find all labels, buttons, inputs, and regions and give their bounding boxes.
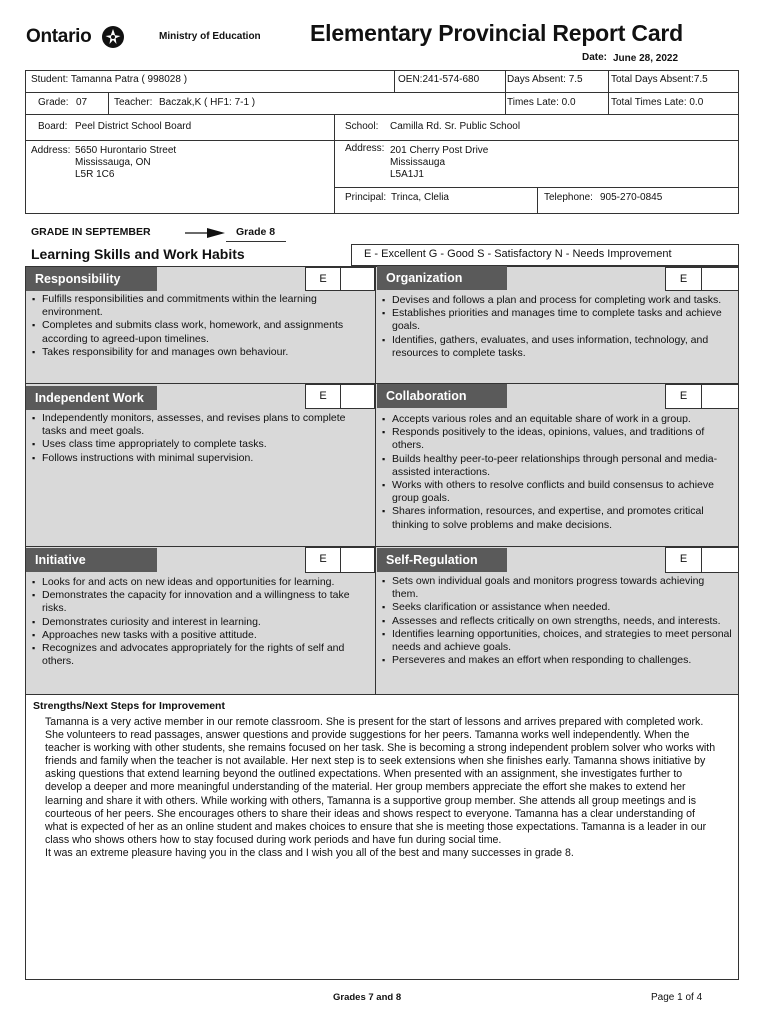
oen: OEN:241-574-680 [398, 74, 480, 85]
report-card-title: Elementary Provincial Report Card [310, 20, 684, 46]
date-value: June 28, 2022 [613, 53, 679, 64]
list-item: ▪ Devises and follows a plan and process for completing work and tasks. [380, 294, 730, 307]
collaboration-heading: Collaboration [377, 384, 507, 408]
total-times-late: Total Times Late: 0.0 [611, 97, 704, 108]
list-item: ▪ Uses class time appropriately to complete tasks. [30, 438, 370, 451]
school-address-line-3: L5A1J1 [390, 169, 424, 180]
organization-heading: Organization [377, 266, 507, 290]
strengths-heading: Strengths/Next Steps for Improvement [33, 700, 225, 712]
list-item: ▪ Completes and submits class work, homework, and assignments according to agreed-upon timelines. [30, 319, 370, 345]
organization-rating-blank [701, 267, 739, 291]
grade-value: 07 [76, 97, 88, 108]
responsibility-bullets [30, 293, 370, 359]
initiative-heading: Initiative [26, 548, 157, 572]
list-item: ▪ Perseveres and makes an effort when responding to challenges. [380, 654, 732, 667]
collaboration-rating-blank [701, 384, 739, 409]
responsibility-heading: Responsibility [26, 267, 157, 291]
trillium-logo-icon [101, 25, 125, 49]
principal-label: Principal: [345, 192, 387, 203]
student-name: Student: Tamanna Patra ( 998028 ) [31, 74, 188, 85]
school-value: Camilla Rd. Sr. Public School [390, 121, 521, 132]
list-item: ▪ Shares information, resources, and expertise, and promotes critical thinking to solve problems and make decisions. [380, 505, 732, 531]
responsibility-rating-blank [340, 267, 375, 291]
list-item: ▪ Demonstrates curiosity and interest in learning. [30, 616, 375, 629]
list-item: ▪ Establishes priorities and manages time to complete tasks and achieve goals. [380, 307, 730, 333]
collaboration-bullets [380, 413, 732, 532]
responsibility-rating: E [305, 267, 341, 291]
board-address-line-1: 5650 Hurontario Street [75, 145, 177, 156]
list-item: ▪ Identifies learning opportunities, choices, and strategies to meet personal needs and achieve goals. [380, 628, 732, 654]
page-number: Page 1 of 4 [651, 992, 703, 1003]
initiative-bullets [30, 576, 375, 668]
date-label: Date: [582, 52, 608, 63]
board-address-label: Address: [31, 145, 71, 156]
list-item: ▪ Follows instructions with minimal supervision. [30, 452, 370, 465]
list-item: ▪ Assesses and reflects critically on own strengths, needs, and interests. [380, 615, 732, 628]
board-address-line-3: L5R 1C6 [75, 169, 115, 180]
list-item: ▪ Works with others to resolve conflicts and build consensus to achieve group goals. [380, 479, 732, 505]
list-item: ▪ Takes responsibility for and manages own behaviour. [30, 346, 370, 359]
school-address-line-1: 201 Cherry Post Drive [390, 145, 489, 156]
school-address-line-2: Mississauga [390, 157, 446, 168]
self-regulation-rating-blank [701, 547, 739, 573]
initiative-rating-blank [340, 547, 375, 573]
grade-in-september-label: GRADE IN SEPTEMBER [31, 226, 151, 238]
strengths-comment [45, 716, 717, 860]
self-regulation-bullets [380, 575, 732, 667]
list-item: ▪ Demonstrates the capacity for innovation and a willingness to take risks. [30, 589, 375, 615]
independent-work-bullets [30, 412, 370, 465]
list-item: ▪ Responds positively to the ideas, opinions, values, and traditions of others. [380, 426, 732, 452]
rating-legend-text: E - Excellent G - Good S - Satisfactory N - Needs Improvement [364, 248, 672, 260]
strengths-paragraph-2: It was an extreme pleasure having you in the class and I wish you all of the best and many successes in grade 8. [45, 846, 574, 859]
teacher-value: Baczak,K ( HF1: 7-1 ) [159, 97, 256, 108]
self-regulation-heading: Self-Regulation [377, 548, 507, 572]
list-item: ▪ Sets own individual goals and monitors progress towards achieving them. [380, 575, 732, 601]
arrow-right-icon [185, 227, 225, 239]
independent-work-rating: E [305, 384, 341, 409]
telephone-value: 905-270-0845 [600, 192, 663, 203]
list-item: ▪ Recognizes and advocates appropriately for the rights of self and others. [30, 642, 375, 668]
footer-grades: Grades 7 and 8 [333, 992, 402, 1003]
grade-in-september-value: Grade 8 [236, 226, 276, 238]
independent-work-rating-blank [340, 384, 375, 409]
independent-work-heading: Independent Work [26, 386, 157, 410]
list-item: ▪ Independently monitors, assesses, and revises plans to complete tasks and meet goals. [30, 412, 370, 438]
list-item: ▪ Identifies, gathers, evaluates, and uses information, technology, and resources to complete tasks. [380, 334, 730, 360]
learning-skills-title: Learning Skills and Work Habits [31, 246, 245, 262]
list-item: ▪ Builds healthy peer-to-peer relationships through personal and media-assisted interactions. [380, 453, 732, 479]
board-value: Peel District School Board [75, 121, 192, 132]
grade-label: Grade: [38, 97, 69, 108]
list-item: ▪ Fulfills responsibilities and commitments within the learning environment. [30, 293, 370, 319]
days-absent: Days Absent: 7.5 [507, 74, 583, 85]
collaboration-rating: E [665, 384, 702, 409]
principal-value: Trinca, Clelia [391, 192, 449, 203]
ministry-label: Ministry of Education [159, 31, 261, 42]
board-label: Board: [38, 121, 68, 132]
total-days-absent: Total Days Absent:7.5 [611, 74, 708, 85]
organization-bullets [380, 294, 730, 360]
self-regulation-rating: E [665, 547, 702, 573]
school-address-label: Address: [345, 143, 385, 154]
list-item: ▪ Looks for and acts on new ideas and opportunities for learning. [30, 576, 375, 589]
initiative-rating: E [305, 547, 341, 573]
list-item: ▪ Seeks clarification or assistance when needed. [380, 601, 732, 614]
teacher-label: Teacher: [114, 97, 153, 108]
telephone-label: Telephone: [544, 192, 593, 203]
school-label: School: [345, 121, 379, 132]
times-late: Times Late: 0.0 [507, 97, 576, 108]
ontario-logo-text: Ontario [26, 26, 92, 47]
organization-rating: E [665, 267, 702, 291]
list-item: ▪ Accepts various roles and an equitable share of work in a group. [380, 413, 732, 426]
board-address-line-2: Mississauga, ON [75, 157, 151, 168]
strengths-paragraph-1: Tamanna is a very active member in our remote classroom. She is present for the start of lessons and arrives prepared with completed work. She volunteers to read passages, answer questions and provide suggestions for her peers. Tamanna works well independently. When the teacher is working with other students, she remains focused on her task. She is becoming a strong independent problem solver who works with friends and family when the teacher is not available. Her next step is to seek extensions when she finishes early. Tamanna shows initiative by asking questions that extend learning beyond the outlined expectations. When presented with an assignment, she investigates further to develop a deeper and more meaningful understanding of the material. Her group members appreciate the effort she makes to extend her learning and share it with others. While working with others, Tamanna is a supportive group member. She attends all group meetings and is courteous of her peers. She encourages others to share their ideas and shows respect to everyone. Tamanna has a clear understanding of what is expected of her as an online student and makes choices to ensure that she is meeting those expectations. Tamanna is a leader in our class who shows others how to stay focused during work periods and have fun during social time. [45, 716, 716, 846]
list-item: ▪ Approaches new tasks with a positive attitude. [30, 629, 375, 642]
